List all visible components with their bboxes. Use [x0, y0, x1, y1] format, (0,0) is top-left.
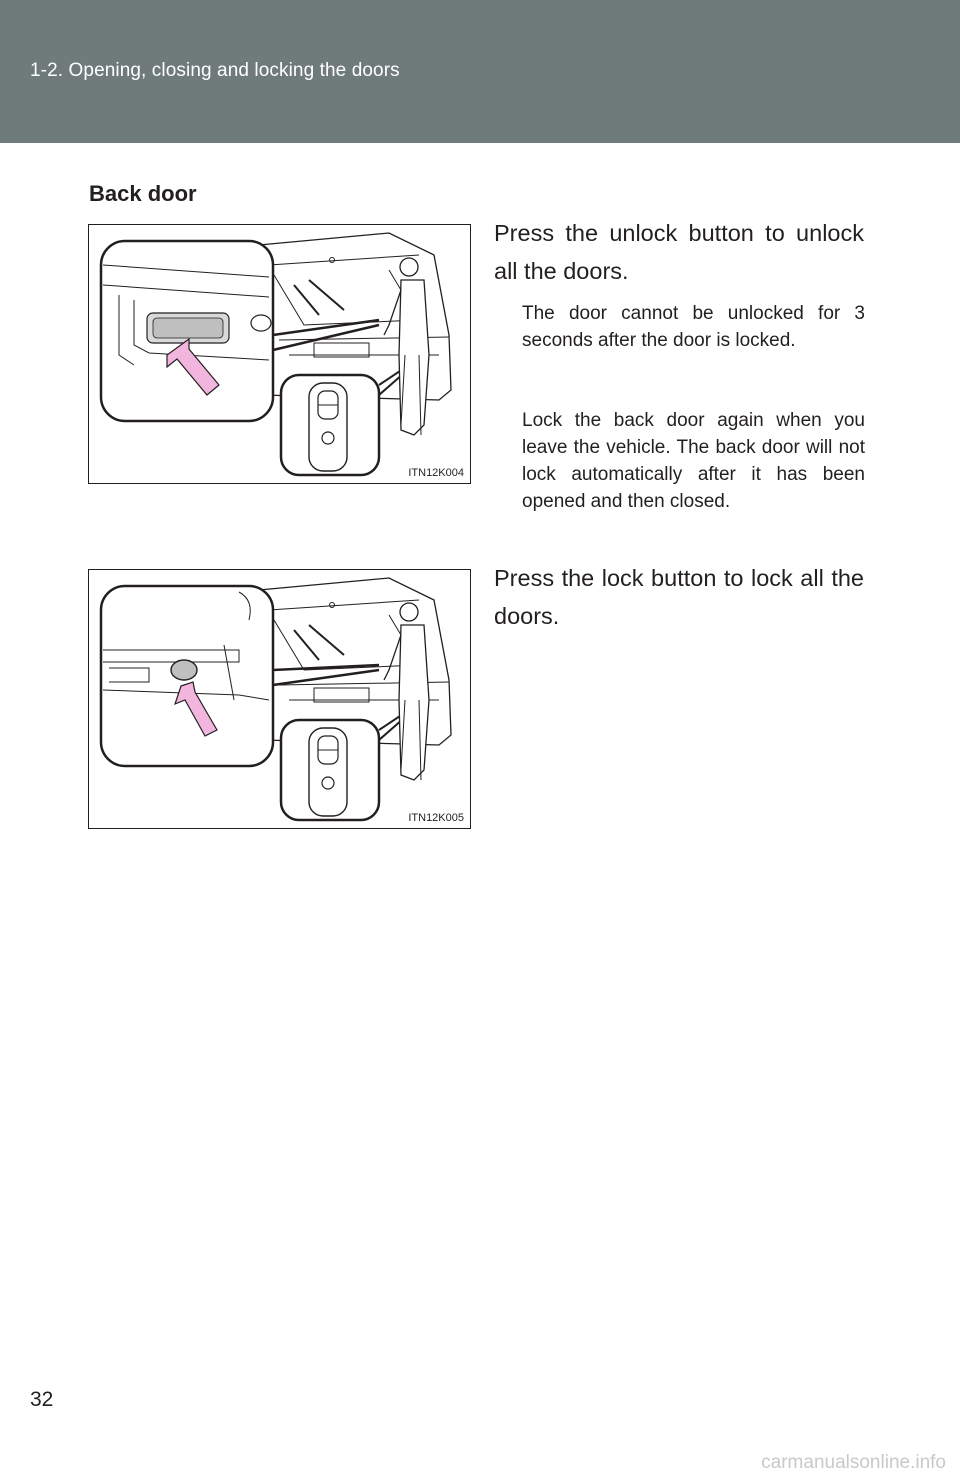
page-header — [0, 0, 960, 143]
unlock-note-back-door: Lock the back door again when you leave the vehicle. The back door will not lock automatically after it has been opened and then closed. — [522, 410, 865, 512]
figure-lock-illustration — [88, 569, 471, 829]
page-number: 32 — [30, 1388, 54, 1411]
figure-code: ITN12K005 — [408, 812, 464, 824]
section-title: Back door — [89, 181, 197, 206]
watermark: carmanualsonline.info — [761, 1452, 946, 1473]
lock-instruction: Press the lock button to lock all the doors. — [494, 565, 864, 629]
unlock-illustration-drawing — [89, 225, 472, 485]
lock-illustration-drawing — [89, 570, 472, 830]
chapter-title: 1-2. Opening, closing and locking the doors — [30, 60, 400, 81]
figure-unlock-illustration — [88, 224, 471, 484]
unlock-note-delay: The door cannot be unlocked for 3 seconds after the door is locked. — [522, 303, 865, 351]
figure-code: ITN12K004 — [408, 467, 464, 479]
unlock-instruction: Press the unlock button to unlock all the doors. — [494, 220, 864, 284]
